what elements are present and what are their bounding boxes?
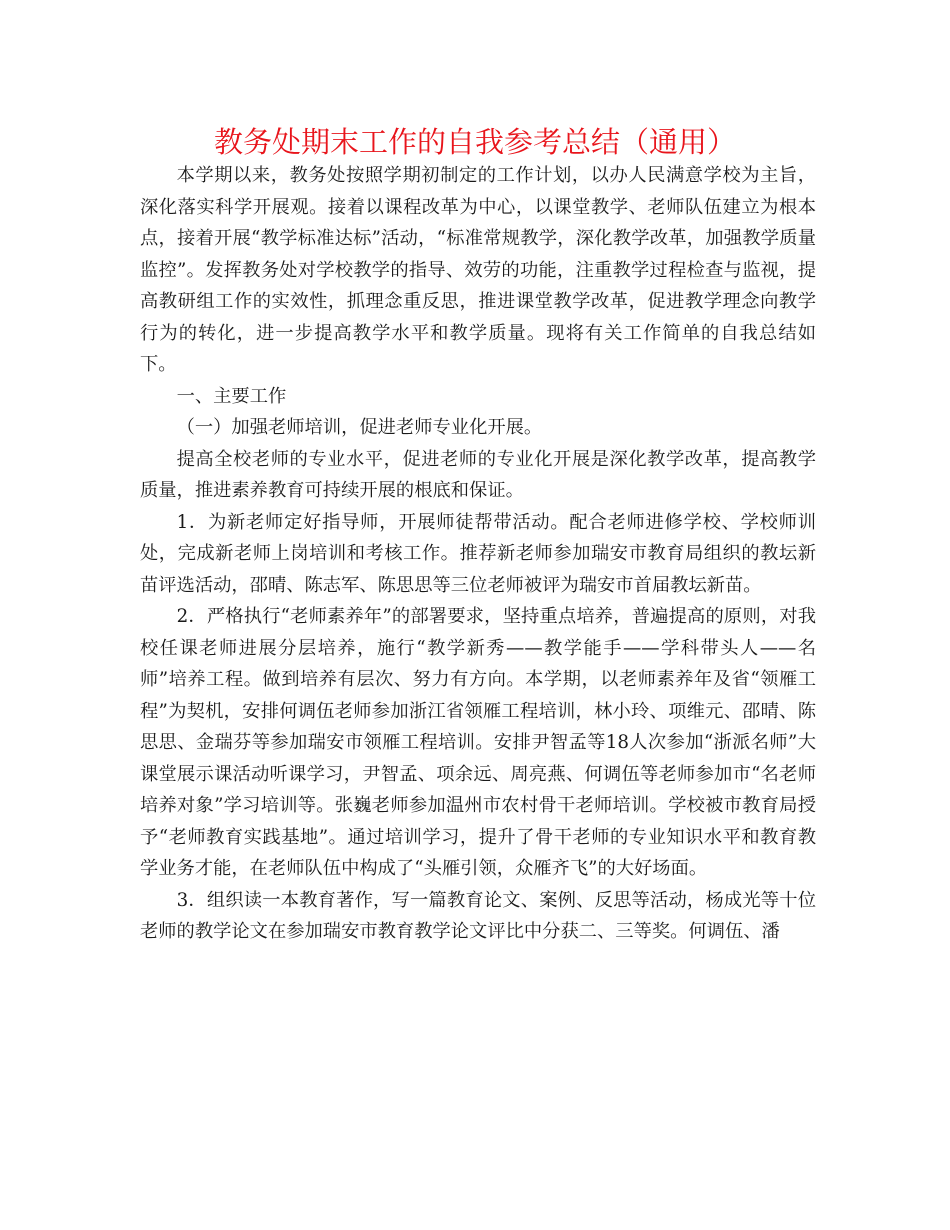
intro-paragraph: 本学期以来，教务处按照学期初制定的工作计划，以办人民满意学校为主旨，深化落实科学开展观。接着以课程改革为中心，以课堂教学、老师队伍建立为根本点，接着开展“教学标准达标”活动，“标准常规教学，深化教学改革，加强教学质量监控”。发挥教务处对学校教学的指导、效劳的功能，注重教学过程检查与监视，提高教研组工作的实效性，抓理念重反思，推进课堂教学改革，促进教学理念向教学行为的转化，进一步提高教学水平和教学质量。现将有关工作简单的自我总结如下。 xyxy=(140,165,816,375)
body-paragraph: 提高全校老师的专业水平，促进老师的专业化开展是深化教学改革，提高教学质量，推进素养教育可持续开展的根底和保证。 xyxy=(140,448,816,501)
list-item-1: 1．为新老师定好指导师，开展师徒帮带活动。配合老师进修学校、学校师训处，完成新老师上岗培训和考核工作。推荐新老师参加瑞安市教育局组织的教坛新苗评选活动，邵晴、陈志军、陈思思等三位老师被评为瑞安市首届教坛新苗。 xyxy=(140,511,816,596)
list-item-2: 2．严格执行“老师素养年”的部署要求，坚持重点培养，普遍提高的原则，对我校任课老师进展分层培养，施行“教学新秀——教学能手——学科带头人——名师”培养工程。做到培养有层次、努力有方向。本学期，以老师素养年及省“领雁工程”为契机，安排何调伍老师参加浙江省领雁工程培训，林小玲、项维元、邵晴、陈思思、金瑞芬等参加瑞安市领雁工程培训。安排尹智孟等18人次参加“浙派名师”大课堂展示课活动听课学习，尹智孟、项余远、周亮燕、何调伍等老师参加市“名老师培养对象”学习培训等。张巍老师参加温州市农村骨干老师培训。学校被市教育局授予“老师教育实践基地”。通过培训学习，提升了骨干老师的专业知识水平和教育教学业务才能，在老师队伍中构成了“头雁引领，众雁齐飞”的大好场面。 xyxy=(140,606,816,879)
subsection-heading-teacher-training: （一）加强老师培训，促进老师专业化开展。 xyxy=(176,417,543,438)
section-heading-main-work: 一、主要工作 xyxy=(176,385,287,407)
list-item-3: 3．组织读一本教育著作，写一篇教育论文、案例、反思等活动，杨成光等十位老师的教学论文在参加瑞安市教育教学论文评比中分获二、三等奖。何调伍、潘 xyxy=(140,889,816,942)
document-title: 教务处期末工作的自我参考总结（通用） xyxy=(213,125,736,159)
document-body xyxy=(140,160,816,948)
